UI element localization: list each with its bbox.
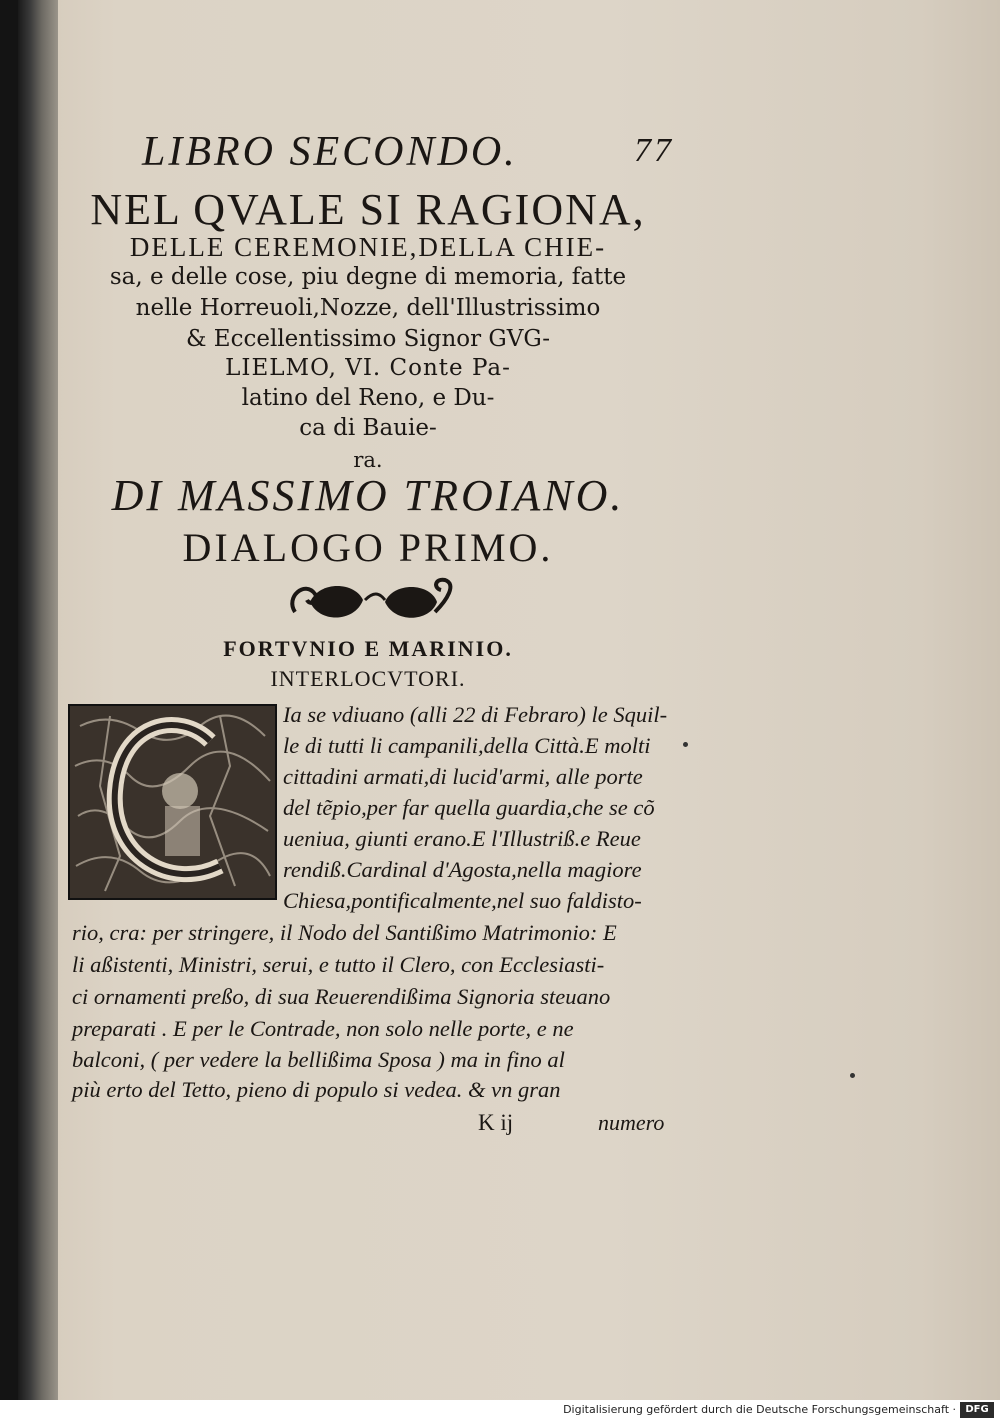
ink-speck — [850, 1073, 855, 1078]
body-line-6: rendiß.Cardinal d'Agosta,nella magiore — [283, 857, 642, 882]
body-line-1: Ia se vdiuano (alli 22 di Febraro) le Squil- — [283, 702, 668, 727]
ink-speck — [683, 742, 688, 747]
ornament-fleuron-icon — [285, 572, 465, 627]
dialogue-heading: DIALOGO PRIMO. — [182, 525, 554, 570]
author-line: DI MASSIMO TROIANO. — [111, 471, 625, 520]
book-spine — [18, 0, 58, 1400]
title-line-8: ca di Bauie- — [299, 415, 437, 441]
running-head — [82, 128, 674, 178]
title-line-5: & Eccellentissimo Signor GVG- — [186, 326, 550, 352]
title-line-9: ra. — [353, 448, 383, 472]
body-line-4: del tẽpio,per far quella guardia,che se cõ — [283, 795, 655, 820]
title-line-3: sa, e delle cose, piu degne di memoria, fatte — [109, 264, 627, 290]
dfg-logo: DFG — [960, 1402, 994, 1418]
decorated-initial-c-icon — [68, 704, 277, 900]
signature-mark: K ij — [478, 1110, 514, 1135]
body-line-3: cittadini armati,di lucid'armi, alle porte — [283, 764, 643, 789]
title-line-7: latino del Reno, e Du- — [241, 385, 495, 411]
speakers-line: FORTVNIO E MARINIO. — [223, 636, 513, 661]
body-line-13: più erto del Tetto, pieno di populo si vedea. & vn gran — [72, 1077, 561, 1102]
body-line-11: preparati . E per le Contrade, non solo nelle porte, e ne — [72, 1016, 574, 1041]
body-line-9: li aßistenti, Ministri, serui, e tutto il Clero, con Ecclesiasti- — [72, 952, 605, 977]
body-line-7: Chiesa,pontificalmente,nel suo faldisto- — [283, 888, 642, 913]
running-head-title: LIBRO SECONDO. — [142, 129, 518, 175]
interlocutors-line: INTERLOCVTORI. — [270, 666, 466, 691]
catchword: numero — [598, 1110, 665, 1135]
title-line-6: LIELMO, VI. Conte Pa- — [225, 355, 511, 381]
footer-bar — [0, 1400, 1000, 1422]
body-line-12: balconi, ( per vedere la bellißima Sposa ) ma in fino al — [72, 1047, 565, 1072]
footer-credit: Digitalisierung gefördert durch die Deutsche Forschungsgemeinschaft · — [563, 1403, 956, 1416]
page-number: 77 — [634, 132, 674, 169]
body-line-10: ci ornamenti preßo, di sua Reuerendißima Signoria steuano — [72, 984, 611, 1009]
title-line-1: NEL QVALE SI RAGIONA, — [90, 185, 646, 234]
title-line-2: DELLE CEREMONIE,DELLA CHIE- — [129, 232, 607, 262]
body-line-5: ueniua, giunti erano.E l'Illustriß.e Reue — [283, 826, 641, 851]
body-line-2: le di tutti li campanili,della Città.E molti — [283, 733, 651, 758]
title-line-4: nelle Horreuoli,Nozze, dell'Illustrissimo — [135, 295, 601, 321]
body-line-8: rio, cra: per stringere, il Nodo del Santißimo Matrimonio: E — [72, 920, 617, 945]
